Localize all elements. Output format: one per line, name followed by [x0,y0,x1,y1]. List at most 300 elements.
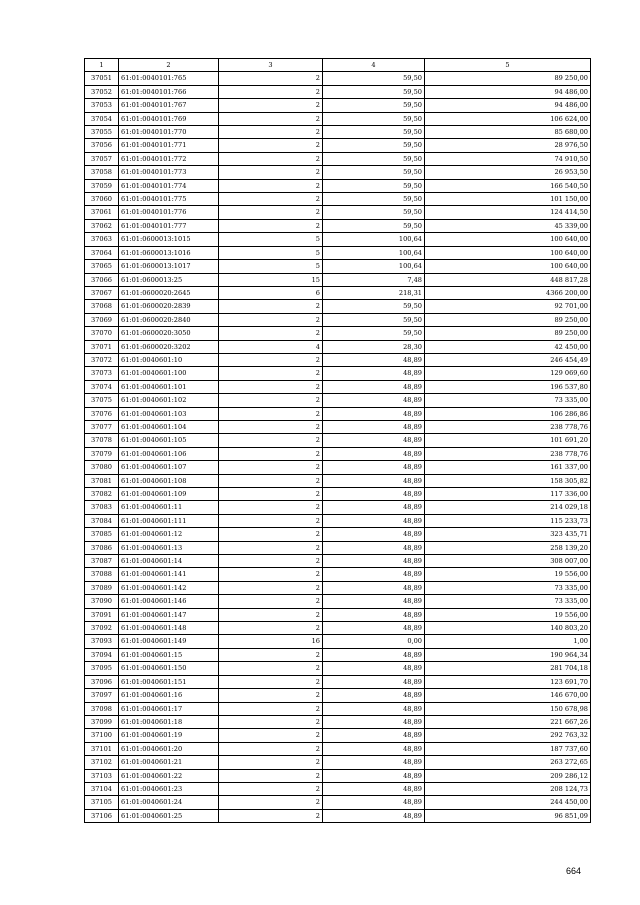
cadastral-number-cell: 61:01:0600020:3202 [119,340,219,353]
table-row [85,541,591,554]
area-cell: 59,50 [323,206,425,219]
table-row [85,99,591,112]
count-cell: 4 [219,340,323,353]
cadastral-number-cell: 61:01:0040601:108 [119,474,219,487]
table-row [85,796,591,809]
count-cell: 5 [219,246,323,259]
area-cell: 48,89 [323,541,425,554]
count-cell: 2 [219,139,323,152]
count-cell: 2 [219,206,323,219]
row-number-cell: 37074 [85,380,119,393]
table-row [85,166,591,179]
row-number-cell: 37104 [85,782,119,795]
row-number-cell: 37101 [85,742,119,755]
count-cell: 2 [219,394,323,407]
count-cell: 2 [219,514,323,527]
row-number-cell: 37084 [85,514,119,527]
table-row [85,447,591,460]
row-number-cell: 37075 [85,394,119,407]
row-number-cell: 37083 [85,501,119,514]
cadastral-number-cell: 61:01:0040601:14 [119,555,219,568]
column-header-2: 2 [119,59,219,72]
cadastral-number-cell: 61:01:0040601:19 [119,729,219,742]
area-cell: 59,50 [323,139,425,152]
area-cell: 218,31 [323,286,425,299]
row-number-cell: 37090 [85,595,119,608]
cadastral-number-cell: 61:01:0040101:773 [119,166,219,179]
area-cell: 48,89 [323,796,425,809]
table-row [85,555,591,568]
value-cell: 292 763,32 [425,729,591,742]
cadastral-number-cell: 61:01:0040101:769 [119,112,219,125]
value-cell: 73 335,00 [425,581,591,594]
row-number-cell: 37052 [85,85,119,98]
cadastral-number-cell: 61:01:0040601:141 [119,568,219,581]
cadastral-number-cell: 61:01:0040601:101 [119,380,219,393]
area-cell: 48,89 [323,622,425,635]
value-cell: 73 335,00 [425,394,591,407]
column-header-5: 5 [425,59,591,72]
cadastral-number-cell: 61:01:0040601:20 [119,742,219,755]
value-cell: 196 537,80 [425,380,591,393]
area-cell: 48,89 [323,809,425,822]
row-number-cell: 37072 [85,353,119,366]
count-cell: 2 [219,782,323,795]
area-cell: 59,50 [323,85,425,98]
row-number-cell: 37069 [85,313,119,326]
page-number: 664 [566,866,582,876]
count-cell: 2 [219,420,323,433]
count-cell: 2 [219,380,323,393]
row-number-cell: 37062 [85,219,119,232]
cadastral-number-cell: 61:01:0040101:771 [119,139,219,152]
table-row [85,729,591,742]
cadastral-number-cell: 61:01:0040601:146 [119,595,219,608]
count-cell: 2 [219,796,323,809]
area-cell: 48,89 [323,648,425,661]
value-cell: 146 670,00 [425,689,591,702]
row-number-cell: 37054 [85,112,119,125]
table-row [85,126,591,139]
table-row [85,219,591,232]
value-cell: 100 640,00 [425,233,591,246]
area-cell: 48,89 [323,447,425,460]
count-cell: 2 [219,488,323,501]
cadastral-number-cell: 61:01:0040601:106 [119,447,219,460]
value-cell: 208 124,73 [425,782,591,795]
table-row [85,139,591,152]
table-row [85,782,591,795]
value-cell: 323 435,71 [425,528,591,541]
table-row [85,394,591,407]
count-cell: 2 [219,474,323,487]
value-cell: 100 640,00 [425,260,591,273]
area-cell: 59,50 [323,193,425,206]
cadastral-number-cell: 61:01:0040601:104 [119,420,219,433]
cadastral-number-cell: 61:01:0600020:2645 [119,286,219,299]
area-cell: 48,89 [323,675,425,688]
area-cell: 48,89 [323,407,425,420]
table-row [85,179,591,192]
table-row [85,715,591,728]
table-row [85,206,591,219]
table-row [85,407,591,420]
cadastral-number-cell: 61:01:0040601:151 [119,675,219,688]
table-row [85,742,591,755]
value-cell: 94 486,00 [425,85,591,98]
row-number-cell: 37089 [85,581,119,594]
cadastral-number-cell: 61:01:0040101:772 [119,152,219,165]
table-row [85,260,591,273]
count-cell: 2 [219,126,323,139]
table-row [85,635,591,648]
value-cell: 246 454,49 [425,353,591,366]
count-cell: 2 [219,729,323,742]
count-cell: 2 [219,715,323,728]
table-row [85,702,591,715]
value-cell: 89 250,00 [425,327,591,340]
area-cell: 59,50 [323,126,425,139]
row-number-cell: 37063 [85,233,119,246]
table-row [85,662,591,675]
value-cell: 74 910,50 [425,152,591,165]
cadastral-number-cell: 61:01:0600013:1016 [119,246,219,259]
row-number-cell: 37068 [85,300,119,313]
value-cell: 166 540,50 [425,179,591,192]
table-row [85,756,591,769]
cadastral-number-cell: 61:01:0040601:103 [119,407,219,420]
cadastral-number-cell: 61:01:0040601:10 [119,353,219,366]
row-number-cell: 37070 [85,327,119,340]
row-number-cell: 37056 [85,139,119,152]
value-cell: 115 233,73 [425,514,591,527]
cadastral-number-cell: 61:01:0040101:774 [119,179,219,192]
area-cell: 48,89 [323,689,425,702]
row-number-cell: 37077 [85,420,119,433]
table-row [85,273,591,286]
count-cell: 5 [219,233,323,246]
count-cell: 2 [219,541,323,554]
value-cell: 42 450,00 [425,340,591,353]
row-number-cell: 37092 [85,622,119,635]
cadastral-number-cell: 61:01:0040601:24 [119,796,219,809]
count-cell: 2 [219,742,323,755]
row-number-cell: 37100 [85,729,119,742]
table-row [85,246,591,259]
row-number-cell: 37060 [85,193,119,206]
column-header-1: 1 [85,59,119,72]
row-number-cell: 37096 [85,675,119,688]
table-row [85,152,591,165]
row-number-cell: 37082 [85,488,119,501]
area-cell: 48,89 [323,367,425,380]
count-cell: 2 [219,689,323,702]
value-cell: 26 953,50 [425,166,591,179]
cadastral-number-cell: 61:01:0040101:767 [119,99,219,112]
value-cell: 94 486,00 [425,99,591,112]
row-number-cell: 37103 [85,769,119,782]
count-cell: 16 [219,635,323,648]
area-cell: 48,89 [323,353,425,366]
table-row [85,72,591,85]
area-cell: 48,89 [323,756,425,769]
area-cell: 48,89 [323,662,425,675]
area-cell: 48,89 [323,380,425,393]
count-cell: 2 [219,756,323,769]
value-cell: 161 337,00 [425,461,591,474]
value-cell: 73 335,00 [425,595,591,608]
table-row [85,327,591,340]
count-cell: 2 [219,648,323,661]
count-cell: 2 [219,447,323,460]
area-cell: 48,89 [323,742,425,755]
cadastral-number-cell: 61:01:0040601:23 [119,782,219,795]
area-cell: 59,50 [323,179,425,192]
row-number-cell: 37088 [85,568,119,581]
value-cell: 187 737,60 [425,742,591,755]
table-row [85,488,591,501]
count-cell: 2 [219,72,323,85]
area-cell: 28,30 [323,340,425,353]
cadastral-number-cell: 61:01:0040601:25 [119,809,219,822]
count-cell: 2 [219,608,323,621]
table-row [85,769,591,782]
area-cell: 48,89 [323,461,425,474]
value-cell: 85 680,00 [425,126,591,139]
area-cell: 48,89 [323,434,425,447]
cadastral-number-cell: 61:01:0040101:777 [119,219,219,232]
count-cell: 2 [219,313,323,326]
row-number-cell: 37059 [85,179,119,192]
area-cell: 59,50 [323,313,425,326]
value-cell: 238 778,76 [425,447,591,460]
row-number-cell: 37061 [85,206,119,219]
table-row [85,595,591,608]
table-row [85,689,591,702]
cadastral-number-cell: 61:01:0040101:775 [119,193,219,206]
value-cell: 209 286,12 [425,769,591,782]
cadastral-number-cell: 61:01:0040601:107 [119,461,219,474]
area-cell: 59,50 [323,72,425,85]
table-row [85,622,591,635]
area-cell: 48,89 [323,608,425,621]
value-cell: 190 964,34 [425,648,591,661]
row-number-cell: 37087 [85,555,119,568]
value-cell: 1,00 [425,635,591,648]
value-cell: 158 305,82 [425,474,591,487]
area-cell: 59,50 [323,112,425,125]
count-cell: 2 [219,367,323,380]
count-cell: 2 [219,595,323,608]
count-cell: 2 [219,179,323,192]
area-cell: 59,50 [323,300,425,313]
area-cell: 48,89 [323,595,425,608]
row-number-cell: 37085 [85,528,119,541]
value-cell: 96 851,09 [425,809,591,822]
area-cell: 7,48 [323,273,425,286]
row-number-cell: 37098 [85,702,119,715]
row-number-cell: 37105 [85,796,119,809]
table-row [85,581,591,594]
row-number-cell: 37076 [85,407,119,420]
value-cell: 4366 200,00 [425,286,591,299]
area-cell: 48,89 [323,769,425,782]
cadastral-number-cell: 61:01:0040601:149 [119,635,219,648]
table-row [85,112,591,125]
area-cell: 100,64 [323,246,425,259]
area-cell: 59,50 [323,327,425,340]
area-cell: 48,89 [323,420,425,433]
table-row [85,434,591,447]
count-cell: 2 [219,152,323,165]
cadastral-number-cell: 61:01:0040601:15 [119,648,219,661]
row-number-cell: 37058 [85,166,119,179]
value-cell: 106 624,00 [425,112,591,125]
count-cell: 2 [219,809,323,822]
table-row [85,809,591,822]
area-cell: 59,50 [323,219,425,232]
value-cell: 89 250,00 [425,313,591,326]
value-cell: 106 286,86 [425,407,591,420]
table-row [85,340,591,353]
row-number-cell: 37099 [85,715,119,728]
table-row [85,85,591,98]
table-row [85,461,591,474]
cadastral-number-cell: 61:01:0600013:1017 [119,260,219,273]
value-cell: 244 450,00 [425,796,591,809]
value-cell: 19 556,00 [425,608,591,621]
cadastral-number-cell: 61:01:0040601:13 [119,541,219,554]
table-row [85,380,591,393]
area-cell: 59,50 [323,152,425,165]
area-cell: 48,89 [323,715,425,728]
area-cell: 48,89 [323,581,425,594]
cadastral-number-cell: 61:01:0040601:109 [119,488,219,501]
count-cell: 2 [219,568,323,581]
value-cell: 308 007,00 [425,555,591,568]
cadastral-number-cell: 61:01:0040101:776 [119,206,219,219]
table-row [85,313,591,326]
column-header-4: 4 [323,59,425,72]
table-row [85,353,591,366]
area-cell: 48,89 [323,501,425,514]
column-header-3: 3 [219,59,323,72]
table-row [85,286,591,299]
count-cell: 2 [219,193,323,206]
cadastral-number-cell: 61:01:0600020:3050 [119,327,219,340]
cadastral-number-cell: 61:01:0040101:765 [119,72,219,85]
cadastral-number-cell: 61:01:0040601:102 [119,394,219,407]
header-row [85,59,591,72]
count-cell: 2 [219,112,323,125]
count-cell: 2 [219,501,323,514]
area-cell: 59,50 [323,166,425,179]
row-number-cell: 37106 [85,809,119,822]
area-cell: 0,00 [323,635,425,648]
cadastral-number-cell: 61:01:0600020:2839 [119,300,219,313]
value-cell: 92 701,00 [425,300,591,313]
cadastral-number-cell: 61:01:0040601:150 [119,662,219,675]
value-cell: 263 272,65 [425,756,591,769]
table-row [85,420,591,433]
count-cell: 2 [219,327,323,340]
value-cell: 214 029,18 [425,501,591,514]
cadastral-number-cell: 61:01:0040601:148 [119,622,219,635]
row-number-cell: 37079 [85,447,119,460]
value-cell: 448 817,28 [425,273,591,286]
count-cell: 2 [219,662,323,675]
count-cell: 2 [219,407,323,420]
count-cell: 2 [219,555,323,568]
count-cell: 5 [219,260,323,273]
count-cell: 2 [219,434,323,447]
cadastral-number-cell: 61:01:0040601:142 [119,581,219,594]
area-cell: 100,64 [323,260,425,273]
value-cell: 101 691,20 [425,434,591,447]
row-number-cell: 37071 [85,340,119,353]
value-cell: 140 803,20 [425,622,591,635]
row-number-cell: 37064 [85,246,119,259]
table-row [85,501,591,514]
area-cell: 59,50 [323,99,425,112]
row-number-cell: 37086 [85,541,119,554]
count-cell: 2 [219,99,323,112]
value-cell: 150 678,98 [425,702,591,715]
row-number-cell: 37095 [85,662,119,675]
row-number-cell: 37091 [85,608,119,621]
area-cell: 48,89 [323,702,425,715]
table-row [85,193,591,206]
count-cell: 2 [219,581,323,594]
area-cell: 48,89 [323,488,425,501]
area-cell: 100,64 [323,233,425,246]
row-number-cell: 37080 [85,461,119,474]
table-row [85,474,591,487]
row-number-cell: 37065 [85,260,119,273]
table-row [85,528,591,541]
cadastral-number-cell: 61:01:0040601:100 [119,367,219,380]
row-number-cell: 37081 [85,474,119,487]
table-row [85,514,591,527]
table-row [85,568,591,581]
value-cell: 281 704,18 [425,662,591,675]
row-number-cell: 37066 [85,273,119,286]
count-cell: 15 [219,273,323,286]
count-cell: 6 [219,286,323,299]
count-cell: 2 [219,769,323,782]
row-number-cell: 37093 [85,635,119,648]
area-cell: 48,89 [323,568,425,581]
cadastral-number-cell: 61:01:0600020:2840 [119,313,219,326]
cadastral-number-cell: 61:01:0040601:22 [119,769,219,782]
value-cell: 89 250,00 [425,72,591,85]
count-cell: 2 [219,528,323,541]
area-cell: 48,89 [323,555,425,568]
value-cell: 45 339,00 [425,219,591,232]
cadastral-number-cell: 61:01:0040601:105 [119,434,219,447]
value-cell: 19 556,00 [425,568,591,581]
value-cell: 117 336,00 [425,488,591,501]
cadastral-number-cell: 61:01:0040601:21 [119,756,219,769]
value-cell: 124 414,50 [425,206,591,219]
row-number-cell: 37073 [85,367,119,380]
cadastral-number-cell: 61:01:0040601:16 [119,689,219,702]
cadastral-number-cell: 61:01:0040601:17 [119,702,219,715]
count-cell: 2 [219,461,323,474]
cadastral-number-cell: 61:01:0040601:111 [119,514,219,527]
cadastral-number-cell: 61:01:0040601:147 [119,608,219,621]
area-cell: 48,89 [323,394,425,407]
